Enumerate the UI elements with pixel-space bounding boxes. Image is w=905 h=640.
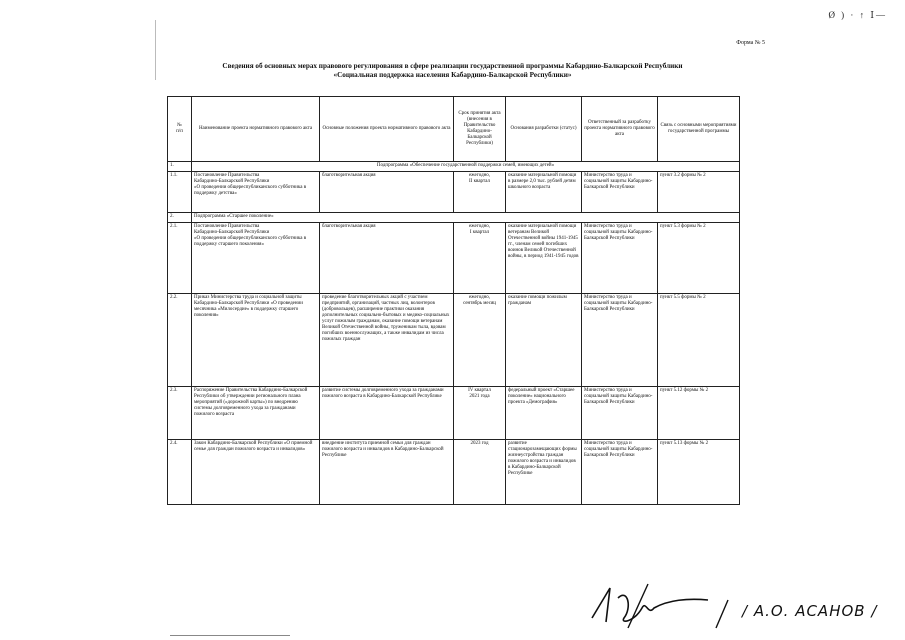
row-term: ежегодно, I квартал [454,223,506,294]
form-number: Форма № 5 [736,40,765,46]
row-provisions: благотворительная акция [320,223,454,294]
signature-stroke [716,600,728,628]
row-term: 2023 год [454,440,506,505]
row-basis: оказание материальной помощи в размере 2,0 тыс. рублей детям школьного возраста [506,172,582,213]
title-line-2: «Социальная поддержка населения Кабардино-Балкарской Республики» [333,71,572,79]
document-title [150,62,755,80]
section-number: 1. [168,162,192,172]
header-responsible: Ответственный за разработку проекта нормативного правового акта [582,97,658,162]
row-term: ежегодно, II квартал [454,172,506,213]
row-term: IV квартал 2021 года [454,387,506,440]
page-mark: Ø ) · ↑ Ⅰ— [828,10,887,20]
row-number: 2.2. [168,294,192,387]
row-name: Постановление Правительства Кабардино-Балкарской Республики «О проведении общереспубликанского субботника в поддержку детства» [192,172,320,213]
row-provisions: проведение благотворительных акций с участием предприятий, организаций, частных лиц, волонтеров (добровольцев), расширение практики оказания дополнительных социально-бытовых и медико-социальных услуг пожилым гражданам, оказание помощи ветеранам Великой Отечественной войны, труженикам тыла, вдовам погибших военнослужащих, а также инвалидам из числа пожилых граждан [320,294,454,387]
row-responsible: Министерство труда и социальной защиты Кабардино-Балкарской Республики [582,294,658,387]
table-row [168,440,740,505]
header-basis: Основания разработки (статус) [506,97,582,162]
section-title: Подпрограмма «Обеспечение государственной поддержки семей, имеющих детей» [192,162,740,172]
row-basis: оказание помощи пожилым гражданам [506,294,582,387]
row-link: пункт 5.12 формы № 2 [658,387,740,440]
row-link: пункт 5.5 формы № 2 [658,294,740,387]
handwritten-signature [588,578,738,630]
section-row [168,162,740,172]
table-row [168,172,740,213]
header-num: № п/п [168,97,192,162]
row-number: 2.3. [168,387,192,440]
row-number: 2.4. [168,440,192,505]
signature-stroke [618,595,708,621]
row-link: пункт 5.3 формы № 2 [658,223,740,294]
row-basis: федеральный проект «Старшее поколение» национального проекта «Демография» [506,387,582,440]
row-basis: оказание материальной помощи ветеранам Великой Отечественной войны 1941-1945 гг., членам семей погибших воинов Великой Отечественной войны, в период 1941-1945 годов [506,223,582,294]
section-number: 2. [168,213,192,223]
row-responsible: Министерство труда и социальной защиты Кабардино-Балкарской Республики [582,223,658,294]
table-row [168,223,740,294]
row-name: Приказ Министерства труда и социальной защиты Кабардино-Балкарской Республики «О проведении месячника «Милосердие» в поддержку старшего поколения» [192,294,320,387]
row-provisions: развитие системы долговременного ухода за гражданами пожилого возраста в Кабардино-Балкарской Республике [320,387,454,440]
row-number: 1.1. [168,172,192,213]
scan-bottom-rule [170,635,290,636]
header-term: Срок принятия акта (внесения в Правительство Кабардино-Балкарской Республики) [454,97,506,162]
table-row [168,294,740,387]
header-link: Связь с основными мероприятиями государственной программы [658,97,740,162]
row-basis: развитие стационарозамещающих формы жизнеустройства граждан пожилого возраста и инвалидов в Кабардино-Балкарской Республике [506,440,582,505]
section-title: Подпрограмма «Старшее поколение» [192,213,740,223]
row-name: Постановление Правительства Кабардино-Балкарской Республики «О проведении общереспубликанского субботника в поддержку старшего поколения» [192,223,320,294]
row-link: пункт 5.13 формы № 2 [658,440,740,505]
row-name: Распоряжение Правительства Кабардино-Балкарской Республики об утверждении регионального плана мероприятий («дорожной карты») по внедрению системы долговременного ухода за гражданами пожилого возраста [192,387,320,440]
row-provisions: внедрение института приемной семьи для граждан пожилого возраста и инвалидов в Кабардино-Балкарской Республике [320,440,454,505]
row-number: 2.1. [168,223,192,294]
row-name: Закон Кабардино-Балкарской Республики «О приемной семье для граждан пожилого возраста и инвалидов» [192,440,320,505]
table-row [168,387,740,440]
row-link: пункт 3.2 формы № 2 [658,172,740,213]
header-name: Наименование проекта нормативного правового акта [192,97,320,162]
signature-stroke [592,588,610,622]
row-term: ежегодно, сентябрь месяц [454,294,506,387]
measures-table [167,96,740,505]
row-provisions: благотворительная акция [320,172,454,213]
signatory-name: / А.О. АСАНОВ / [742,602,878,620]
row-responsible: Министерство труда и социальной защиты Кабардино-Балкарской Республики [582,440,658,505]
header-row [168,97,740,162]
section-row [168,213,740,223]
row-responsible: Министерство труда и социальной защиты Кабардино-Балкарской Республики [582,387,658,440]
header-provisions: Основные положения проекта нормативного правового акта [320,97,454,162]
title-line-1: Сведения об основных мерах правового регулирования в сфере реализации государственной программы Кабардино-Балкарской Республики [222,62,683,70]
row-responsible: Министерство труда и социальной защиты Кабардино-Балкарской Республики [582,172,658,213]
